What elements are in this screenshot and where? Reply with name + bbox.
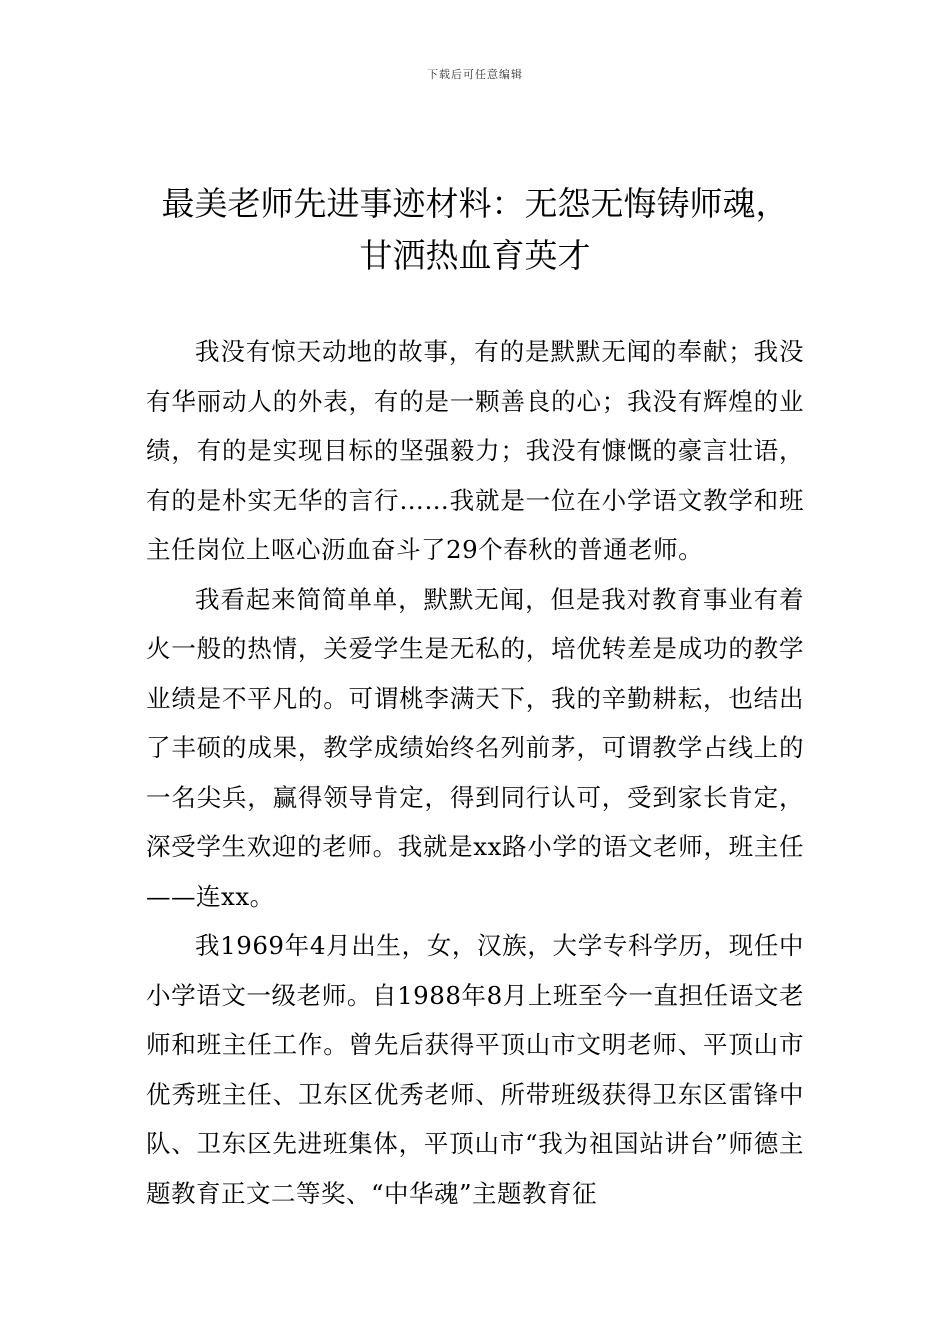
title-line-2: 甘洒热血育英才 bbox=[359, 236, 591, 275]
document-title bbox=[100, 178, 850, 282]
paragraph-2: 我看起来简简单单，默默无闻，但是我对教育事业有着火一般的热情，关爱学生是无私的，培优转差是成功的教学业绩是不平凡的。可谓桃李满天下，我的辛勤耕耘，也结出了丰硕的成果，教学成绩始终名列前茅，可谓教学占线上的一名尖兵，赢得领导肯定，得到同行认可，受到家长肯定，深受学生欢迎的老师。我就是xx路小学的语文老师，班主任——连xx。 bbox=[146, 584, 804, 911]
header-note: 下载后可任意编辑 bbox=[427, 68, 523, 81]
paragraph-1: 我没有惊天动地的故事，有的是默默无闻的奉献；我没有华丽动人的外表，有的是一颗善良的心；我没有辉煌的业绩，有的是实现目标的坚强毅力；我没有慷慨的豪言壮语，有的是朴实无华的言行……我就是一位在小学语文教学和班主任岗位上呕心沥血奋斗了29个春秋的普通老师。 bbox=[146, 337, 804, 564]
document-body bbox=[146, 327, 804, 1218]
title-line-1: 最美老师先进事迹材料：无怨无悔铸师魂， bbox=[161, 184, 789, 223]
paragraph-3: 我1969年4月出生，女，汉族，大学专科学历，现任中小学语文一级老师。自1988年8月上班至今一直担任语文老师和班主任工作。曾先后获得平顶山市文明老师、平顶山市优秀班主任、卫东区优秀老师、所带班级获得卫东区雷锋中队、卫东区先进班集体，平顶山市“我为祖国站讲台”师德主题教育正文二等奖、“中华魂”主题教育征 bbox=[146, 931, 804, 1208]
